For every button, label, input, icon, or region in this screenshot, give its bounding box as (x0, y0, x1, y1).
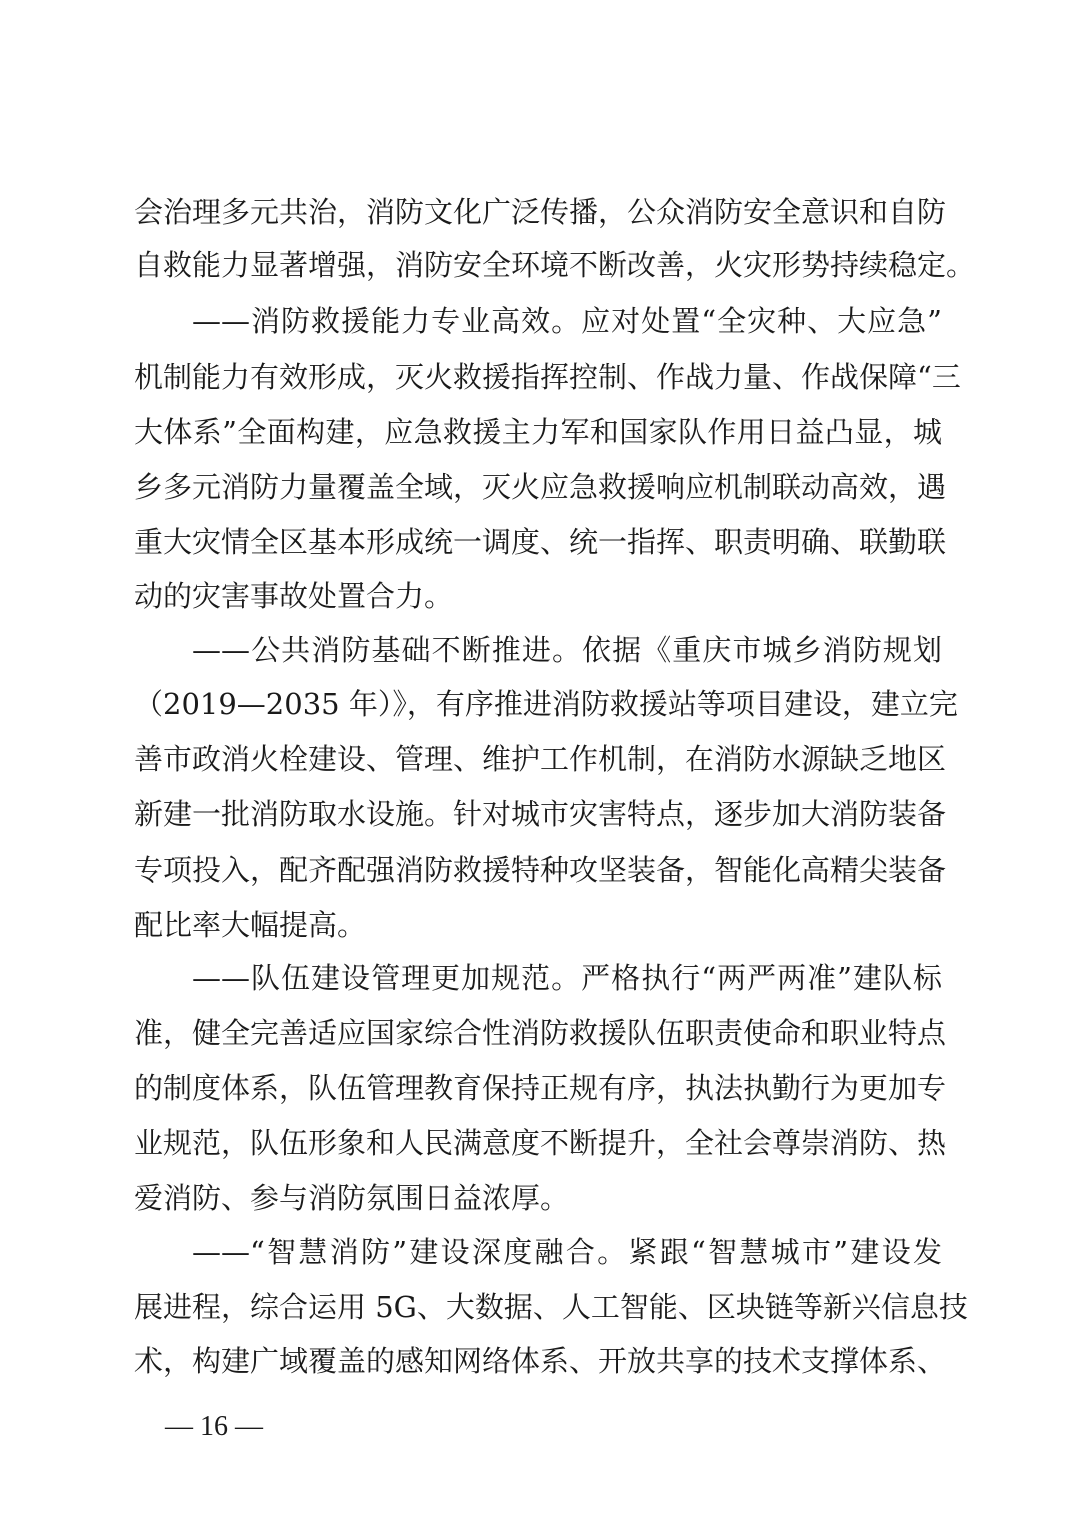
text-line: 大体系”全面构建，应急救援主力军和国家队作用日益凸显，城 (134, 415, 942, 449)
text-line: 乡多元消防力量覆盖全域，灭火应急救援响应机制联动高效，遇 (134, 470, 947, 504)
paragraph-heading-line: ——公共消防基础不断推进。依据《重庆市城乡消防规划 (192, 633, 942, 667)
text-line: 爱消防、参与消防氛围日益浓厚。 (134, 1181, 570, 1215)
text-line: 会治理多元共治，消防文化广泛传播，公众消防安全意识和自防 (134, 195, 947, 229)
text-line: 机制能力有效形成，灭火救援指挥控制、作战力量、作战保障“三 (134, 360, 961, 394)
paragraph-heading-line: ——“智慧消防”建设深度融合。紧跟“智慧城市”建设发 (192, 1235, 942, 1269)
text-line: 的制度体系，队伍管理教育保持正规有序，执法执勤行为更加专 (134, 1071, 947, 1105)
text-line: 重大灾情全区基本形成统一调度、统一指挥、职责明确、联勤联 (134, 525, 947, 559)
text-line: 展进程，综合运用 5G、大数据、人工智能、区块链等新兴信息技 (134, 1290, 968, 1324)
text-line: （2019—2035 年）》，有序推进消防救援站等项目建设，建立完 (134, 687, 958, 721)
text-line: 术，构建广域覆盖的感知网络体系、开放共享的技术支撑体系、 (134, 1344, 947, 1378)
text-line: 自救能力显著增强，消防安全环境不断改善，火灾形势持续稳定。 (134, 248, 976, 282)
paragraph-heading-line: ——消防救援能力专业高效。应对处置“全灾种、大应急” (192, 304, 942, 338)
text-line: 动的灾害事故处置合力。 (134, 579, 454, 613)
text-line: 善市政消火栓建设、管理、维护工作机制，在消防水源缺乏地区 (134, 742, 947, 776)
text-line: 业规范，队伍形象和人民满意度不断提升，全社会尊崇消防、热 (134, 1126, 947, 1160)
text-line: 专项投入，配齐配强消防救援特种攻坚装备，智能化高精尖装备 (134, 853, 947, 887)
text-line: 配比率大幅提高。 (134, 908, 367, 942)
text-line: 新建一批消防取水设施。针对城市灾害特点，逐步加大消防装备 (134, 797, 947, 831)
page-number: — 16 — (165, 1411, 263, 1442)
paragraph-heading-line: ——队伍建设管理更加规范。严格执行“两严两准”建队标 (192, 961, 942, 995)
text-line: 准，健全完善适应国家综合性消防救援队伍职责使命和职业特点 (134, 1016, 947, 1050)
